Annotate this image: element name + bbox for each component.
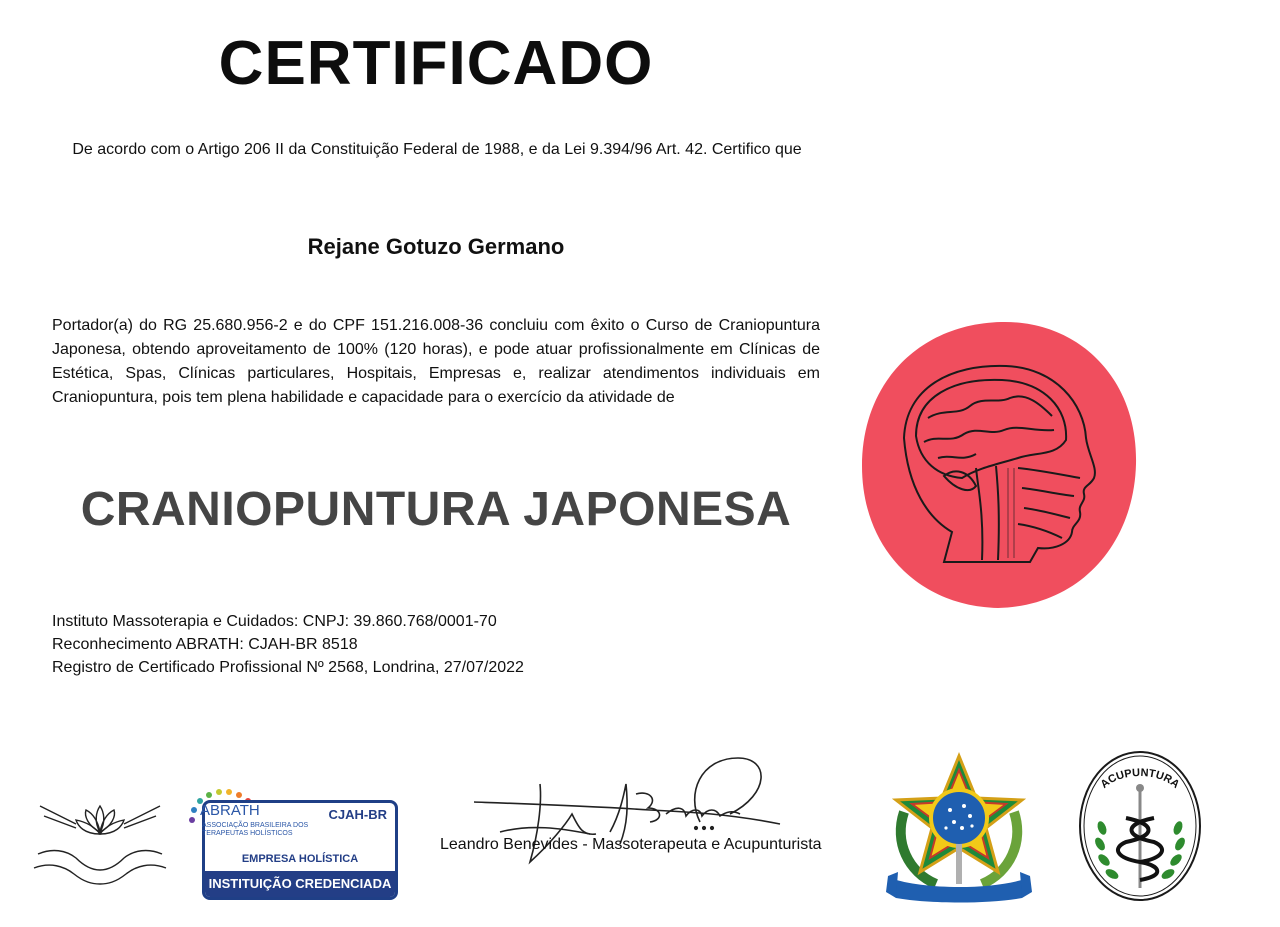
abrath-bottom: INSTITUIÇÃO CREDENCIADA <box>205 871 395 897</box>
footer-info <box>52 610 524 679</box>
footer-line-registro: Registro de Certificado Profissional Nº 2568, Londrina, 27/07/2022 <box>52 659 524 676</box>
footer-line-cnpj: Instituto Massoterapia e Cuidados: CNPJ: 39.860.768/0001-70 <box>52 613 497 630</box>
brazil-coat-of-arms-icon <box>884 752 1034 904</box>
abrath-middle: EMPRESA HOLÍSTICA <box>241 853 359 865</box>
signer-name: Leandro Benevides - Massoterapeuta e Acupunturista <box>440 836 822 853</box>
intro-text: De acordo com o Artigo 206 II da Constituição Federal de 1988, e da Lei 9.394/96 Art. 42. Certifico que <box>72 141 802 158</box>
abrath-subtitle: ASSOCIAÇÃO BRASILEIRA DOS TERAPEUTAS HOLÍSTICOS <box>202 822 309 837</box>
abrath-logo-text: ABRATH <box>200 802 260 819</box>
acupuntura-seal-text: ACUPUNTURA <box>1098 766 1182 791</box>
footer-line-abrath: Reconhecimento ABRATH: CJAH-BR 8518 <box>52 636 358 653</box>
acupuntura-seal-icon <box>1076 748 1204 904</box>
abrath-badge <box>182 784 396 898</box>
lotus-hands-icon <box>30 796 170 888</box>
certificate-body: Portador(a) do RG 25.680.956-2 e do CPF 151.216.008-36 concluiu com êxito o Curso de Craniopuntura Japonesa, obtendo aproveitamento de 100% (120 horas), e pode atuar profissionalmente em Clínicas de Estética, Spas, Clínicas particulares, Hospitais, Empresas e, realizar atendimentos individuais em Craniopuntura, pois tem plena habilidade e capacidade para o exercício da atividade de <box>52 317 820 406</box>
course-name: CRANIOPUNTURA JAPONESA <box>80 483 792 536</box>
abrath-code: CJAH-BR <box>328 807 387 822</box>
certificate-title: CERTIFICADO <box>218 29 654 98</box>
brain-illustration-icon <box>858 318 1140 610</box>
recipient-name: Rejane Gotuzo Germano <box>307 234 565 259</box>
